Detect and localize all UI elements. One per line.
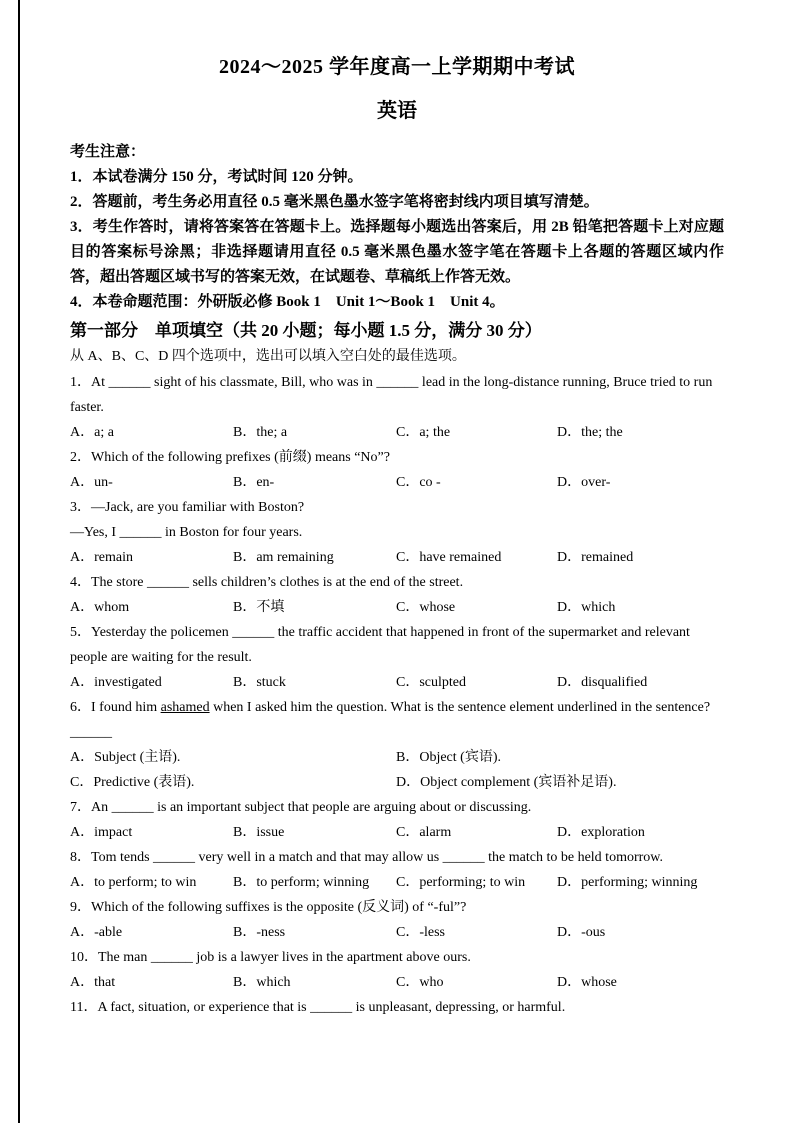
option-row [70,920,724,945]
option-c: C．sculpted [396,675,466,690]
option-d: D．the; the [557,425,623,440]
question-stem: 5．Yesterday the policemen ______ the traffic accident that happened in front of the supermarket and relevant [70,625,690,640]
option-d: D．which [557,600,616,615]
option-a: A．remain [70,550,133,565]
question-7 [70,795,724,845]
option-row [70,820,724,845]
notice-item-3: 3．考生作答时，请将答案答在答题卡上。选择题每小题选出答案后，用 2B 铅笔把答题卡上对应题目的答案标号涂黑；非选择题请用直径 0.5 毫米黑色墨水签字笔在答题卡上各题的答题区域内作答，超出答题区域书写的答案无效，在试题卷、草稿纸上作答无效。 [70,219,724,285]
question-stem: 9．Which of the following suffixes is the opposite (反义词) of “-ful”? [70,900,467,915]
option-d: D．whose [557,975,617,990]
seal-line [18,0,20,1123]
page-title: 2024～2025 学年度高一上学期期中考试 [219,56,575,78]
question-stem: 11．A fact, situation, or experience that is ______ is unpleasant, depressing, or harmful. [70,1000,566,1015]
option-c: C．whose [396,600,456,615]
option-d: D．over- [557,475,611,490]
option-c: C．-less [396,925,445,940]
question-stem: people are waiting for the result. [70,650,252,665]
option-d: D．remained [557,550,634,565]
question-stem: 2．Which of the following prefixes (前缀) means “No”? [70,450,390,465]
notice-item-2: 2．答题前，考生务必用直径 0.5 毫米黑色墨水签字笔将密封线内项目填写清楚。 [70,194,599,210]
option-c: C．alarm [396,825,452,840]
option-row [70,870,724,895]
option-b: B．Object (宾语). [396,750,501,765]
option-a: A．investigated [70,675,162,690]
option-a: A．Subject (主语). [70,750,181,765]
option-row [70,470,724,495]
blank-line: ______ [70,725,112,740]
question-5 [70,620,724,695]
question-9 [70,895,724,945]
stem-text: when I asked him the question. What is the sentence element underlined in the sentence? [209,700,711,715]
question-8 [70,845,724,895]
option-a: A．to perform; to win [70,875,197,890]
option-d: D．exploration [557,825,645,840]
option-row [70,420,724,445]
option-c: C．performing; to win [396,875,526,890]
option-d: D．-ous [557,925,606,940]
question-stem: 8．Tom tends ______ very well in a match and that may allow us ______ the match to be held tomorrow. [70,850,663,865]
question-stem: 7．An ______ is an important subject that people are arguing about or discussing. [70,800,532,815]
section-heading: 第一部分 单项填空（共 20 小题；每小题 1.5 分，满分 30 分） [70,321,542,340]
question-stem: faster. [70,400,104,415]
option-b: B．stuck [233,675,286,690]
option-c: C．Predictive (表语). [70,775,195,790]
option-b: B．-ness [233,925,286,940]
option-row [70,545,724,570]
option-b: B．不填 [233,600,285,615]
option-row [70,770,724,795]
question-11 [70,995,724,1020]
question-1 [70,370,724,445]
option-d: D．Object complement (宾语补足语). [396,775,617,790]
question-4 [70,570,724,620]
option-b: B．en- [233,475,275,490]
question-stem: 1．At ______ sight of his classmate, Bill, who was in ______ lead in the long-distance running, Bruce tried to run [70,375,713,390]
option-a: A．whom [70,600,130,615]
question-stem: —Yes, I ______ in Boston for four years. [70,525,303,540]
question-stem: 10．The man ______ job is a lawyer lives in the apartment above ours. [70,950,471,965]
option-c: C．who [396,975,444,990]
question-10 [70,945,724,995]
option-row [70,595,724,620]
question-2 [70,445,724,495]
option-b: B．am remaining [233,550,334,565]
option-d: D．disqualified [557,675,648,690]
option-b: B．the; a [233,425,288,440]
option-c: C．have remained [396,550,502,565]
option-b: B．which [233,975,291,990]
option-row [70,745,724,770]
question-stem [70,695,724,720]
option-a: A．-able [70,925,123,940]
stem-text: 6．I found him [70,700,161,715]
option-d: D．performing; winning [557,875,698,890]
option-c: C．co - [396,475,441,490]
option-a: A．impact [70,825,133,840]
option-a: A．that [70,975,116,990]
notice-item-1: 1．本试卷满分 150 分，考试时间 120 分钟。 [70,169,363,185]
page-content [70,54,724,1020]
notice-item-4: 4．本卷命题范围：外研版必修 Book 1 Unit 1～Book 1 Unit 4。 [70,294,505,310]
option-b: B．to perform; winning [233,875,370,890]
section-instruction: 从 A、B、C、D 四个选项中，选出可以填入空白处的最佳选项。 [70,349,466,364]
option-a: A．a; a [70,425,114,440]
question-stem: 3．—Jack, are you familiar with Boston? [70,500,305,515]
option-c: C．a; the [396,425,451,440]
subject-title: 英语 [377,100,417,122]
notice-heading: 考生注意： [70,144,146,160]
question-3 [70,495,724,570]
question-stem: 4．The store ______ sells children’s clothes is at the end of the street. [70,575,464,590]
option-row [70,970,724,995]
question-6 [70,695,724,795]
underlined-word: ashamed [160,700,210,715]
option-row [70,670,724,695]
option-a: A．un- [70,475,113,490]
option-b: B．issue [233,825,285,840]
